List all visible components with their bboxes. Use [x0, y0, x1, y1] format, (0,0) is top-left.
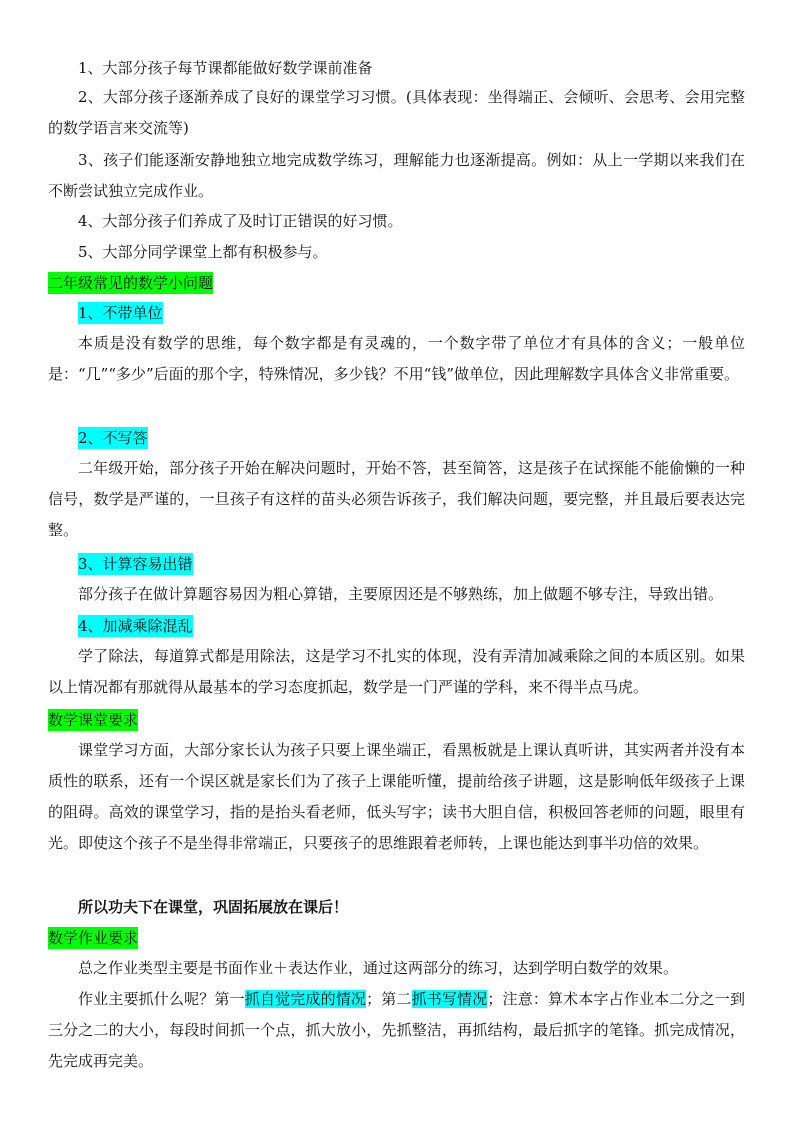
problem-title-4: 4、加减乘除混乱: [78, 617, 193, 635]
list-item-5: 5、大部分同学课堂上都有积极参与。: [78, 243, 328, 261]
classroom-emphasis: 所以功夫下在课堂，巩固拓展放在课后！: [78, 898, 349, 916]
homework-text-2-a: 作业主要抓什么呢？第一: [78, 990, 245, 1008]
homework-text-2-c: ；注意：算术本字占作业本二分之一到三分之二的大小，每段时间抓一个点，抓大放小，先抓整洁，再抓结构，最后抓字的笔锋。抓完成情况，先完成再完美。: [48, 990, 745, 1070]
list-item-3: 3、孩子们能逐渐安静地独立地完成数学练习，理解能力也逐渐提高。例如：从上一学期以来我们在不断尝试独立完成作业。: [48, 151, 745, 200]
problem-title-1: 1、不带单位: [78, 304, 163, 322]
list-item-1: 1、大部分孩子每节课都能做好数学课前准备: [78, 59, 373, 77]
list-item-2: 2、大部分孩子逐渐养成了良好的课堂学习习惯。(具体表现：坐得端正、会倾听、会思考、会用完整的数学语言来交流等): [48, 88, 745, 137]
homework-text-2: [48, 984, 745, 1077]
homework-highlight-1: 抓自觉完成的情况: [244, 990, 367, 1008]
problem-text-3: 部分孩子在做计算题容易因为粗心算错，主要原因还是不够熟练，加上做题不够专注，导致出错。: [78, 585, 724, 603]
problem-title-2: 2、不写答: [78, 429, 148, 447]
problem-text-1: 本质是没有数学的思维，每个数字都是有灵魂的，一个数字带了单位才有具体的含义；一般单位是：“几”“多少”后面的那个字，特殊情况，多少钱？不用“钱”做单位，因此理解数字具体含义非常重要。: [48, 334, 745, 383]
homework-text-2-b: ；第二: [366, 990, 412, 1008]
homework-highlight-2: 抓书写情况: [411, 990, 488, 1008]
section-heading-homework: 数学作业要求: [48, 929, 139, 947]
problem-text-2: 二年级开始，部分孩子开始在解决问题时，开始不答，甚至简答，这是孩子在试探能不能偷懒的一种信号，数学是严谨的，一旦孩子有这样的苗头必须告诉孩子，我们解决问题，要完整，并且最后要表达完整。: [48, 459, 745, 539]
problem-title-3: 3、计算容易出错: [78, 555, 193, 573]
list-item-4: 4、大部分孩子们养成了及时订正错误的好习惯。: [78, 212, 403, 230]
section-heading-classroom: 数学课堂要求: [48, 711, 139, 729]
homework-text-1: 总之作业类型主要是书面作业＋表达作业，通过这两部分的练习，达到学明白数学的效果。: [78, 959, 679, 977]
problem-text-4: 学了除法，每道算式都是用除法，这是学习不扎实的体现，没有弄清加减乘除之间的本质区别。如果以上情况都有那就得从最基本的学习态度抓起，数学是一门严谨的学科，来不得半点马虎。: [48, 647, 745, 696]
classroom-text: 课堂学习方面，大部分家长认为孩子只要上课坐端正，看黑板就是上课认真听讲，其实两者并没有本质性的联系，还有一个误区就是家长们为了孩子上课能听懂，提前给孩子讲题，这是影响低年级孩子上课的阻碍。高效的课堂学习，指的是抬头看老师，低头写字；读书大胆自信，积极回答老师的问题，眼里有光。即使这个孩子不是坐得非常端正，只要孩子的思维跟着老师转，上课也能达到事半功倍的效果。: [48, 741, 745, 852]
section-heading-problems: 二年级常见的数学小问题: [48, 274, 214, 292]
